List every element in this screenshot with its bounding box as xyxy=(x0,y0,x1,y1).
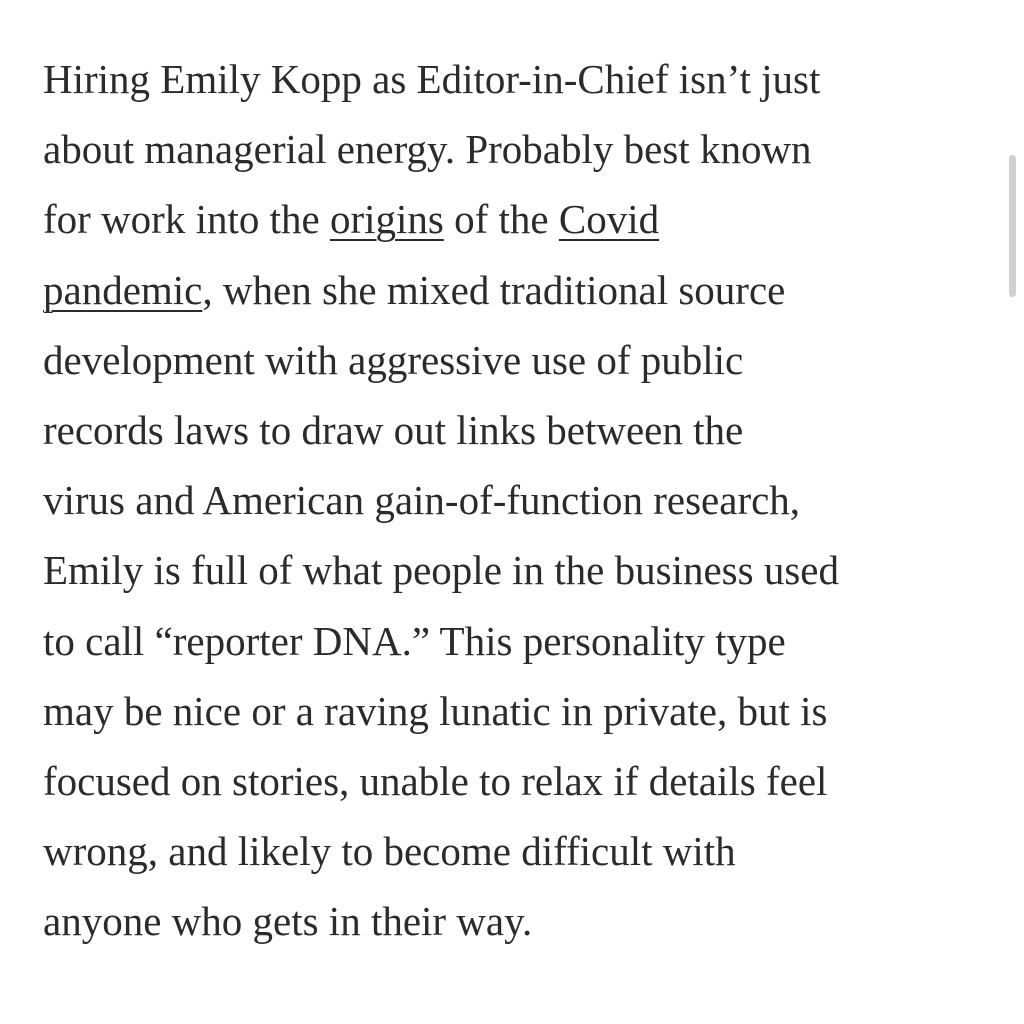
article-paragraph xyxy=(43,44,993,957)
origins-link[interactable]: origins xyxy=(329,196,444,243)
paragraph-line-11: focused on stories, unable to relax if details feel xyxy=(43,758,828,805)
paragraph-line-5: development with aggressive use of public xyxy=(43,336,744,383)
paragraph-line-6: records laws to draw out links between the xyxy=(43,407,744,454)
covid-link[interactable]: Covid xyxy=(558,196,660,243)
line-4-text-end: , when she mixed traditional source xyxy=(202,266,786,313)
paragraph-line-10: may be nice or a raving lunatic in private, but is xyxy=(43,687,828,734)
paragraph-line-1: Hiring Emily Kopp as Editor-in-Chief isn’t just xyxy=(43,56,821,102)
paragraph-line-9: to call “reporter DNA.” This personality type xyxy=(43,617,786,664)
scrollbar-thumb[interactable] xyxy=(1009,155,1016,297)
paragraph-line-7: virus and American gain-of-function research, xyxy=(43,477,801,524)
line-3-text-middle: of the xyxy=(443,196,559,243)
paragraph-line-3 xyxy=(43,184,993,254)
pandemic-link[interactable]: pandemic xyxy=(43,266,203,313)
paragraph-line-8: Emily is full of what people in the business used xyxy=(43,547,839,594)
paragraph-line-13: anyone who gets in their way. xyxy=(43,898,533,945)
paragraph-line-2: about managerial energy. Probably best known xyxy=(43,126,812,173)
line-3-text-start: for work into the xyxy=(43,196,330,243)
paragraph-line-12: wrong, and likely to become difficult with xyxy=(43,828,736,875)
paragraph-line-4 xyxy=(43,255,993,325)
